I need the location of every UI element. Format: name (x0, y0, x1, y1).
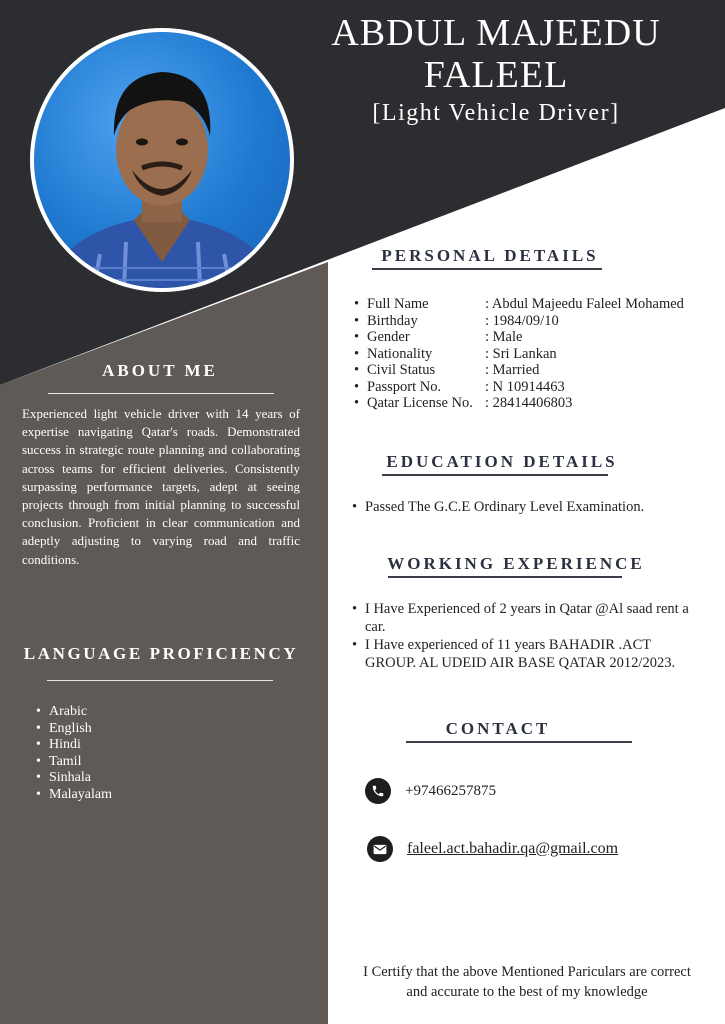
list-item: • I Have Experienced of 2 years in Qatar @Al saad rent a car. (352, 600, 702, 636)
detail-row-civil-status: • Civil Status : Married (354, 362, 684, 379)
language-title: LANGUAGE PROFICIENCY (23, 644, 299, 663)
list-item: • Tamil (36, 754, 112, 771)
list-item: • Malayalam (36, 787, 112, 804)
personal-details-title: PERSONAL DETAILS (381, 246, 599, 265)
phone-row (365, 778, 496, 804)
list-item: • Hindi (36, 737, 112, 754)
experience-list (352, 600, 702, 672)
list-item: • English (36, 721, 112, 738)
full-name-heading (300, 12, 692, 96)
profile-photo (34, 32, 290, 288)
detail-row-birthday: • Birthday : 1984/09/10 (354, 313, 684, 330)
list-item: • Sinhala (36, 770, 112, 787)
name-line-2: FALEEL (423, 54, 569, 96)
phone-icon (365, 778, 391, 804)
detail-row-passport: • Passport No. : N 10914463 (354, 379, 684, 396)
detail-row-license: • Qatar License No. : 28414406803 (354, 395, 684, 412)
detail-row-gender: • Gender : Male (354, 329, 684, 346)
list-item: • Arabic (36, 704, 112, 721)
email-link[interactable]: faleel.act.bahadir.qa@gmail.com (407, 840, 619, 857)
email-row (367, 836, 618, 862)
education-title: EDUCATION DETAILS (386, 452, 618, 471)
language-divider (47, 680, 273, 681)
name-line-1: ABDUL MAJEEDU (331, 12, 661, 54)
certification-statement: I Certify that the above Mentioned Pariculars are correct and accurate to the best of my knowledge (363, 964, 691, 1000)
experience-divider (388, 576, 622, 578)
list-item: • Passed The G.C.E Ordinary Level Examination. (352, 498, 702, 516)
mail-icon (367, 836, 393, 862)
about-me-title: ABOUT ME (102, 361, 218, 380)
education-divider (382, 474, 608, 476)
contact-title: CONTACT (445, 719, 551, 738)
list-item: • I Have experienced of 11 years BAHADIR .ACT GROUP. AL UDEID AIR BASE QATAR 2012/2023. (352, 636, 702, 672)
about-me-text: Experienced light vehicle driver with 14 years of expertise navigating Qatar's roads. Demonstrated success in strategic route planning and collaborating across teams for efficient deliveries. Consistently surpassing performance targets, adept at seeing projects through from initial planning to successful conclusion. Proficient in clear communication and adeptly adjusting to varying road and traffic conditions. (22, 406, 300, 567)
education-list (352, 498, 702, 516)
personal-details-divider (372, 268, 602, 270)
personal-details-list (354, 296, 684, 412)
detail-row-nationality: • Nationality : Sri Lankan (354, 346, 684, 363)
detail-row-full-name: • Full Name : Abdul Majeedu Faleel Mohamed (354, 296, 684, 313)
profile-photo-frame (30, 28, 294, 292)
language-list (36, 704, 112, 803)
about-me-divider (48, 393, 274, 394)
contact-divider (406, 741, 632, 743)
person-silhouette-icon (34, 32, 290, 288)
phone-number: +97466257875 (405, 782, 496, 799)
experience-title: WORKING EXPERIENCE (387, 554, 645, 573)
job-role: [Light Vehicle Driver] (372, 100, 620, 126)
